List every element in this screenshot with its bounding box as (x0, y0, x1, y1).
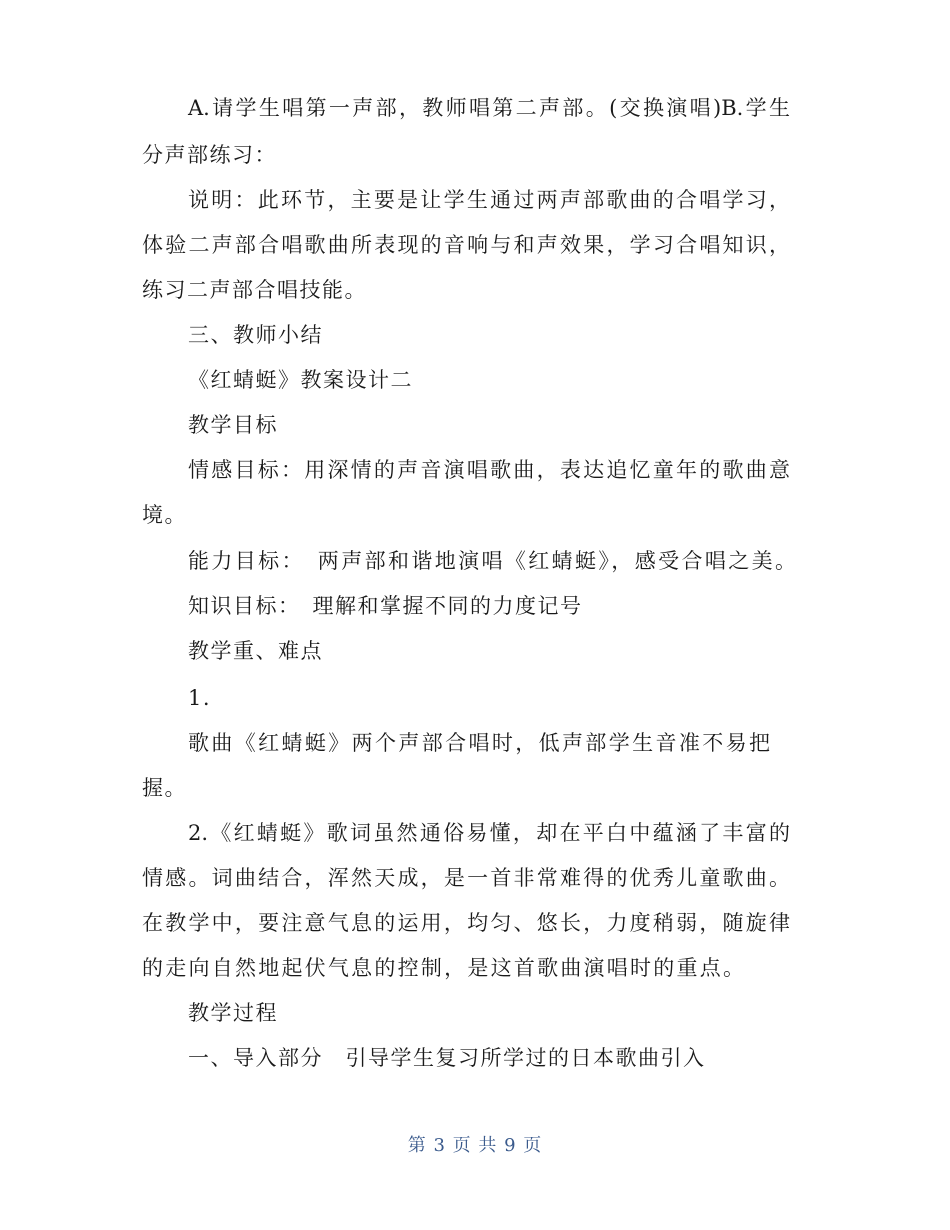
text-line-4: 体验二声部合唱歌曲所表现的音响与和声效果，学习合唱知识， (142, 233, 790, 257)
text-line-19: 在教学中，要注意气息的运用，均匀、悠长，力度稍弱，随旋律 (142, 911, 790, 935)
text-line-16: 握。 (142, 776, 187, 800)
text-line-5: 练习二声部合唱技能。 (142, 278, 367, 302)
text-line-7: 《红蜻蜓》教案设计二 (188, 368, 413, 392)
text-line-21: 教学过程 (188, 1001, 278, 1025)
text-line-17: 2.《红蜻蜓》歌词虽然通俗易懂，却在平白中蕴涵了丰富的 (188, 821, 790, 845)
text-line-8: 教学目标 (188, 413, 278, 437)
text-line-15: 歌曲《红蜻蜓》两个声部合唱时，低声部学生音准不易把 (188, 731, 770, 755)
text-line-22: 一、导入部分 引导学生复习所学过的日本歌曲引入 (188, 1046, 706, 1070)
text-line-3: 说明：此环节，主要是让学生通过两声部歌曲的合唱学习， (188, 188, 790, 212)
text-line-9: 情感目标：用深情的声音演唱歌曲，表达追忆童年的歌曲意 (188, 458, 790, 482)
page-footer (0, 1132, 950, 1160)
text-line-18: 情感。词曲结合，浑然天成，是一首非常难得的优秀儿童歌曲。 (142, 866, 790, 890)
text-line-6: 三、教师小结 (188, 323, 323, 347)
text-line-14: 1. (188, 686, 212, 710)
text-line-11: 能力目标： 两声部和谐地演唱《红蜻蜓》，感受合唱之美。 (188, 549, 796, 573)
text-line-20: 的走向自然地起伏气息的控制，是这首歌曲演唱时的重点。 (142, 956, 744, 980)
text-line-13: 教学重、难点 (188, 639, 323, 663)
page-number-label: 第 3 页 共 9 页 (407, 1135, 543, 1156)
text-line-10: 境。 (142, 503, 187, 527)
text-line-12: 知识目标： 理解和掌握不同的力度记号 (188, 594, 583, 618)
text-line-2: 分声部练习： (142, 143, 277, 167)
text-line-1: A.请学生唱第一声部，教师唱第二声部。(交换演唱)B.学生 (188, 96, 790, 120)
